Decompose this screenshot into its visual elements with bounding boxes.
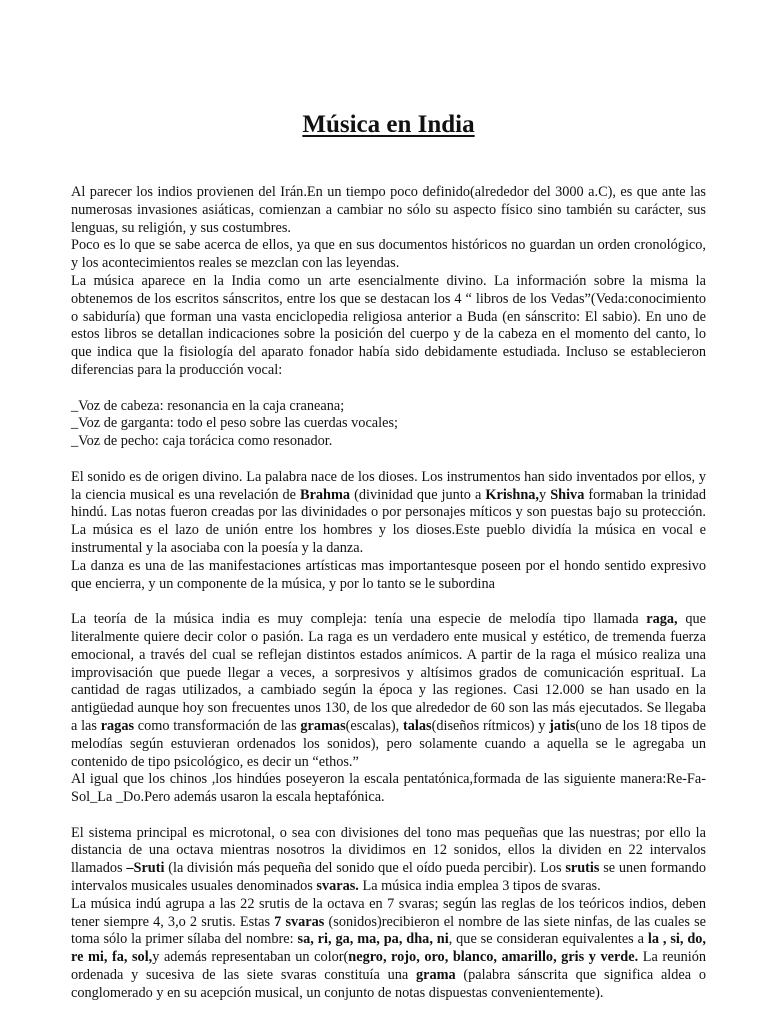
- bold-term: raga,: [646, 611, 678, 628]
- text-run: formaban la trinidad hindú. Las notas fueron creadas por las divinidades o por personajes míticos y son puestas bajo su protección. La música es el lazo de unión entre los hombres y los dioses.Este pueblo dividía la música en vocal e instrumental y la asociaba con la poesía y la danza.: [71, 486, 707, 556]
- bold-term: Krishna,: [485, 486, 539, 503]
- text-run: El sonido es de origen divino. La palabra nace de los dioses. Los instrumentos han sido inventados por ellos, y la ciencia musical es una revelación de: [71, 468, 706, 503]
- paragraph-spacer: [71, 380, 706, 398]
- text-run: La música india emplea 3 tipos de svaras.: [358, 878, 601, 895]
- text-run: Al parecer los indios provienen del Irán.En un tiempo poco definido(alrededor del 3000 a.C), es que ante las numerosas invasiones asiáticas, comienzan a cambiar no sólo su aspecto físico sino también su carácter, sus lenguas, su religión, y sus costumbres.: [71, 184, 706, 236]
- paragraph: [71, 896, 706, 1003]
- bold-term: gramas: [300, 717, 346, 734]
- text-run: y: [539, 486, 551, 503]
- bold-term: talas: [402, 717, 432, 734]
- text-run: La teoría de la música india es muy compleja: tenía una especie de melodía tipo llamada: [71, 611, 647, 628]
- text-run: La reunión ordenada y sucesiva de las siete svaras constituía una: [71, 949, 707, 984]
- text-run: que literalmente quiere decir color o pasión. La raga es un verdadero ente musical y estético, de tremenda fuerza emocional, a través del cual se reflejan distintos estados anímicos. A partir de la raga el músico realiza una improvisación que puede llegar a veces, a sorpresivos y altísimos grados de comunicación esprituaI. La cantidad de ragas utilizados, a cambiado según la época y las regiones. Casi 12.000 se han usado en la antigüedad aunque hoy son frecuentes unos 130, de los que alrededor de 60 son las más ejecutados. Se llegaba a las: [71, 611, 707, 734]
- bold-term: ragas: [100, 717, 135, 734]
- text-run: _Voz de pecho: caja torácica como resonador.: [71, 433, 333, 450]
- text-run: se unen formando intervalos musicales usuales denominados: [71, 860, 706, 895]
- text-run: _Voz de garganta: todo el peso sobre las cuerdas vocales;: [71, 415, 399, 432]
- paragraph-spacer: [71, 807, 706, 825]
- text-run: (escalas),: [345, 717, 403, 734]
- paragraph: [71, 415, 706, 433]
- bold-term: svaras.: [316, 878, 359, 895]
- text-run: Al igual que los chinos ,los hindúes poseyeron la escala pentatónica,formada de las siguiente manera:Re-Fa-Sol_La _Do.Pero además usaron la escala heptafónica.: [71, 771, 706, 806]
- bold-term: grama: [415, 967, 456, 984]
- paragraph: [71, 237, 706, 273]
- text-run: (divinidad que junto a: [350, 486, 486, 503]
- paragraph: [71, 433, 706, 451]
- paragraph: [71, 771, 706, 807]
- text-run: , que se consideran equivalentes a: [448, 931, 648, 948]
- bold-term: sa, ri, ga, ma, pa, dha, ni: [297, 931, 449, 948]
- bold-term: 7 svaras: [274, 913, 325, 930]
- text-run: y además representaban un color(: [152, 949, 349, 966]
- text-run: Poco es lo que se sabe acerca de ellos, ya que en sus documentos históricos no guardan un orden cronológico, y los acontecimientos reales se mezclan con las leyendas.: [71, 237, 706, 272]
- text-run: _Voz de cabeza: resonancia en la caja craneana;: [71, 397, 345, 414]
- text-run: La música indú agrupa a las 22 srutis de la octava en 7 svaras; según las reglas de los teóricos indios, deben tener siempre 4, 3,o 2 srutis. Estas: [71, 895, 706, 930]
- paragraph: [71, 398, 706, 416]
- bold-term: Brahma: [300, 486, 351, 503]
- paragraph: [71, 825, 706, 896]
- paragraph: [71, 611, 706, 771]
- page-title: Música en India: [302, 111, 475, 138]
- paragraph: [71, 469, 706, 558]
- text-run: (la división más pequeña del sonido que el oído pueda percibir). Los: [164, 860, 566, 877]
- text-run: El sistema principal es microtonal, o sea con divisiones del tono mas pequeñas que las nuestras; por ello la distancia de una octava mientras nosotros la dividimos en 12 sonidos, ellos la dividen en 22 intervalos llamados: [71, 824, 706, 877]
- document-body: [71, 184, 706, 1003]
- text-run: La danza es una de las manifestaciones artísticas mas importantesque poseen por el hondo sentido expresivo que encierra, y un componente de la música, y por lo tanto se le subordina: [71, 557, 706, 592]
- bold-term: Shiva: [550, 486, 585, 503]
- paragraph: [71, 558, 706, 594]
- text-run: como transformación de las: [134, 717, 301, 734]
- paragraph: [71, 273, 706, 380]
- text-run: (sonidos)recibieron el nombre de las siete ninfas, de las cuales se toma sólo la primer sílaba del nombre:: [71, 913, 706, 948]
- paragraph-spacer: [71, 451, 706, 469]
- bold-term: srutis: [565, 860, 600, 877]
- text-run: La música aparece en la India como un arte esencialmente divino. La información sobre la misma la obtenemos de los escritos sánscritos, entre los que se destacan los 4 “ libros de los Vedas”(Veda:conocimiento o sabiduría) que forman una vasta enciclopedia religiosa anterior a Buda (en sánscrito: El sabio). En uno de estos libros se detallan indicaciones sobre la posición del cuerpo y de la cabeza en el momento del canto, lo que indica que la fisiología del aparato fonador había sido debidamente estudiada. Incluso se establecieron diferencias para la producción vocal:: [71, 272, 706, 378]
- text-run: (uno de los 18 tipos de melodías según estuvieran ordenados los sonidos), pero solamente cuando a aquella se le agregaba un contenido de tipo psicológico, es decir un “ethos.”: [71, 717, 707, 770]
- bold-term: negro, rojo, oro, blanco, amarillo, gris y verde.: [348, 949, 639, 966]
- bold-term: la , si, do, re mi, fa, sol,: [71, 931, 706, 966]
- text-run: (palabra sánscrita que significa aldea o conglomerado y en su acepción musical, un conjunto de notas dispuestas convenientemente).: [71, 967, 706, 1001]
- paragraph-spacer: [71, 593, 706, 611]
- paragraph: [71, 184, 706, 237]
- bold-term: jatis: [549, 717, 576, 734]
- bold-term: –Sruti: [126, 860, 165, 877]
- text-run: (diseños rítmicos) y: [431, 717, 550, 734]
